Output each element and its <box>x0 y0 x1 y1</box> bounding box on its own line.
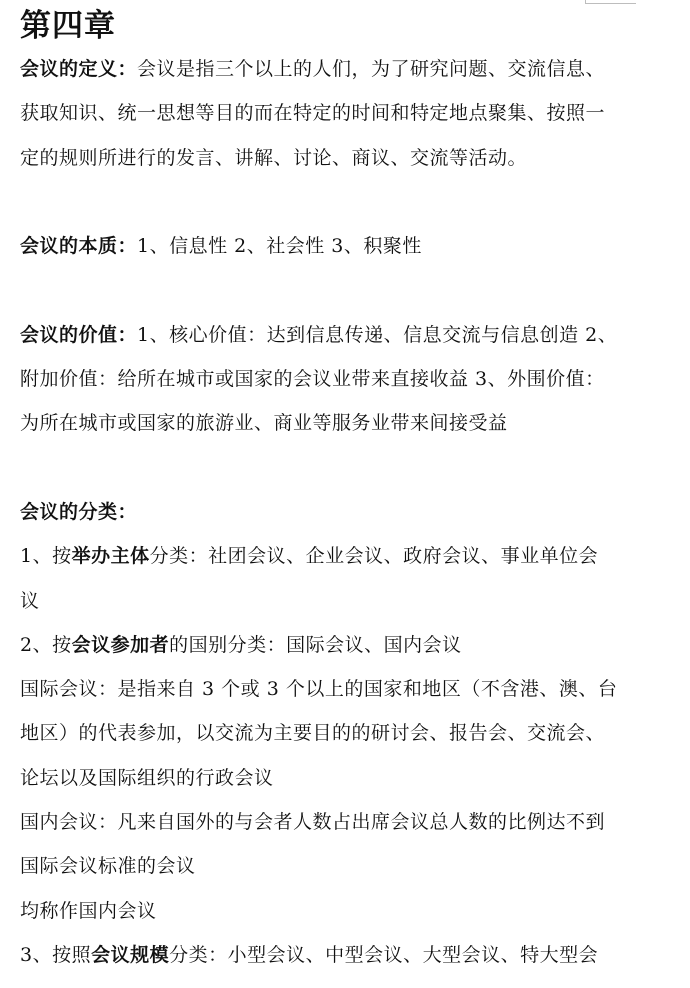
value-line-1 <box>20 322 617 348</box>
value-line-3: 为所在城市或国家的旅游业、商业等服务业带来间接受益 <box>20 412 508 434</box>
item-2-prefix: 2、按 <box>20 634 72 656</box>
domestic-line-3: 均称作国内会议 <box>20 900 157 922</box>
classification-item-1-cont: 议 <box>20 590 40 612</box>
essence-text: 1、信息性 2、社会性 3、积聚性 <box>137 235 422 257</box>
classification-item-1 <box>20 543 598 569</box>
essence-label: 会议的本质： <box>20 235 138 257</box>
chapter-title: 第四章 <box>20 8 116 44</box>
classification-item-2 <box>20 632 462 658</box>
intl-line-3: 论坛以及国际组织的行政会议 <box>20 767 274 789</box>
item-3-suffix: 分类：小型会议、中型会议、大型会议、特大型会 <box>169 944 599 966</box>
essence-line <box>20 233 422 259</box>
item-2-bold: 会议参加者 <box>71 634 170 656</box>
value-line-2: 附加价值：给所在城市或国家的会议业带来直接收益 3、外围价值： <box>20 368 605 390</box>
definition-line-3: 定的规则所进行的发言、讲解、讨论、商议、交流等活动。 <box>20 147 528 169</box>
domestic-line-2: 国际会议标准的会议 <box>20 855 196 877</box>
domestic-line-1: 国内会议：凡来自国外的与会者人数占出席会议总人数的比例达不到 <box>20 811 606 833</box>
definition-text-1: 会议是指三个以上的人们，为了研究问题、交流信息、 <box>137 58 606 80</box>
item-3-bold: 会议规模 <box>91 944 170 966</box>
item-3-prefix: 3、按照 <box>20 944 92 966</box>
item-1-bold: 举办主体 <box>71 545 150 567</box>
classification-label: 会议的分类： <box>20 501 138 523</box>
definition-line-2: 获取知识、统一思想等目的而在特定的时间和特定地点聚集、按照一 <box>20 102 606 124</box>
item-2-suffix: 的国别分类：国际会议、国内会议 <box>169 634 462 656</box>
definition-label: 会议的定义： <box>20 58 138 80</box>
intl-line-2: 地区）的代表参加，以交流为主要目的的研讨会、报告会、交流会、 <box>20 722 606 744</box>
item-1-prefix: 1、按 <box>20 545 72 567</box>
value-text-1: 1、核心价值：达到信息传递、信息交流与信息创造 2、 <box>137 324 618 346</box>
value-label: 会议的价值： <box>20 324 138 346</box>
classification-item-3 <box>20 942 598 968</box>
intl-line-1: 国际会议：是指来自 3 个或 3 个以上的国家和地区（不含港、澳、台 <box>20 678 618 700</box>
page-corner-mark <box>585 0 636 4</box>
definition-line-1 <box>20 56 605 82</box>
item-1-suffix: 分类：社团会议、企业会议、政府会议、事业单位会 <box>149 545 599 567</box>
